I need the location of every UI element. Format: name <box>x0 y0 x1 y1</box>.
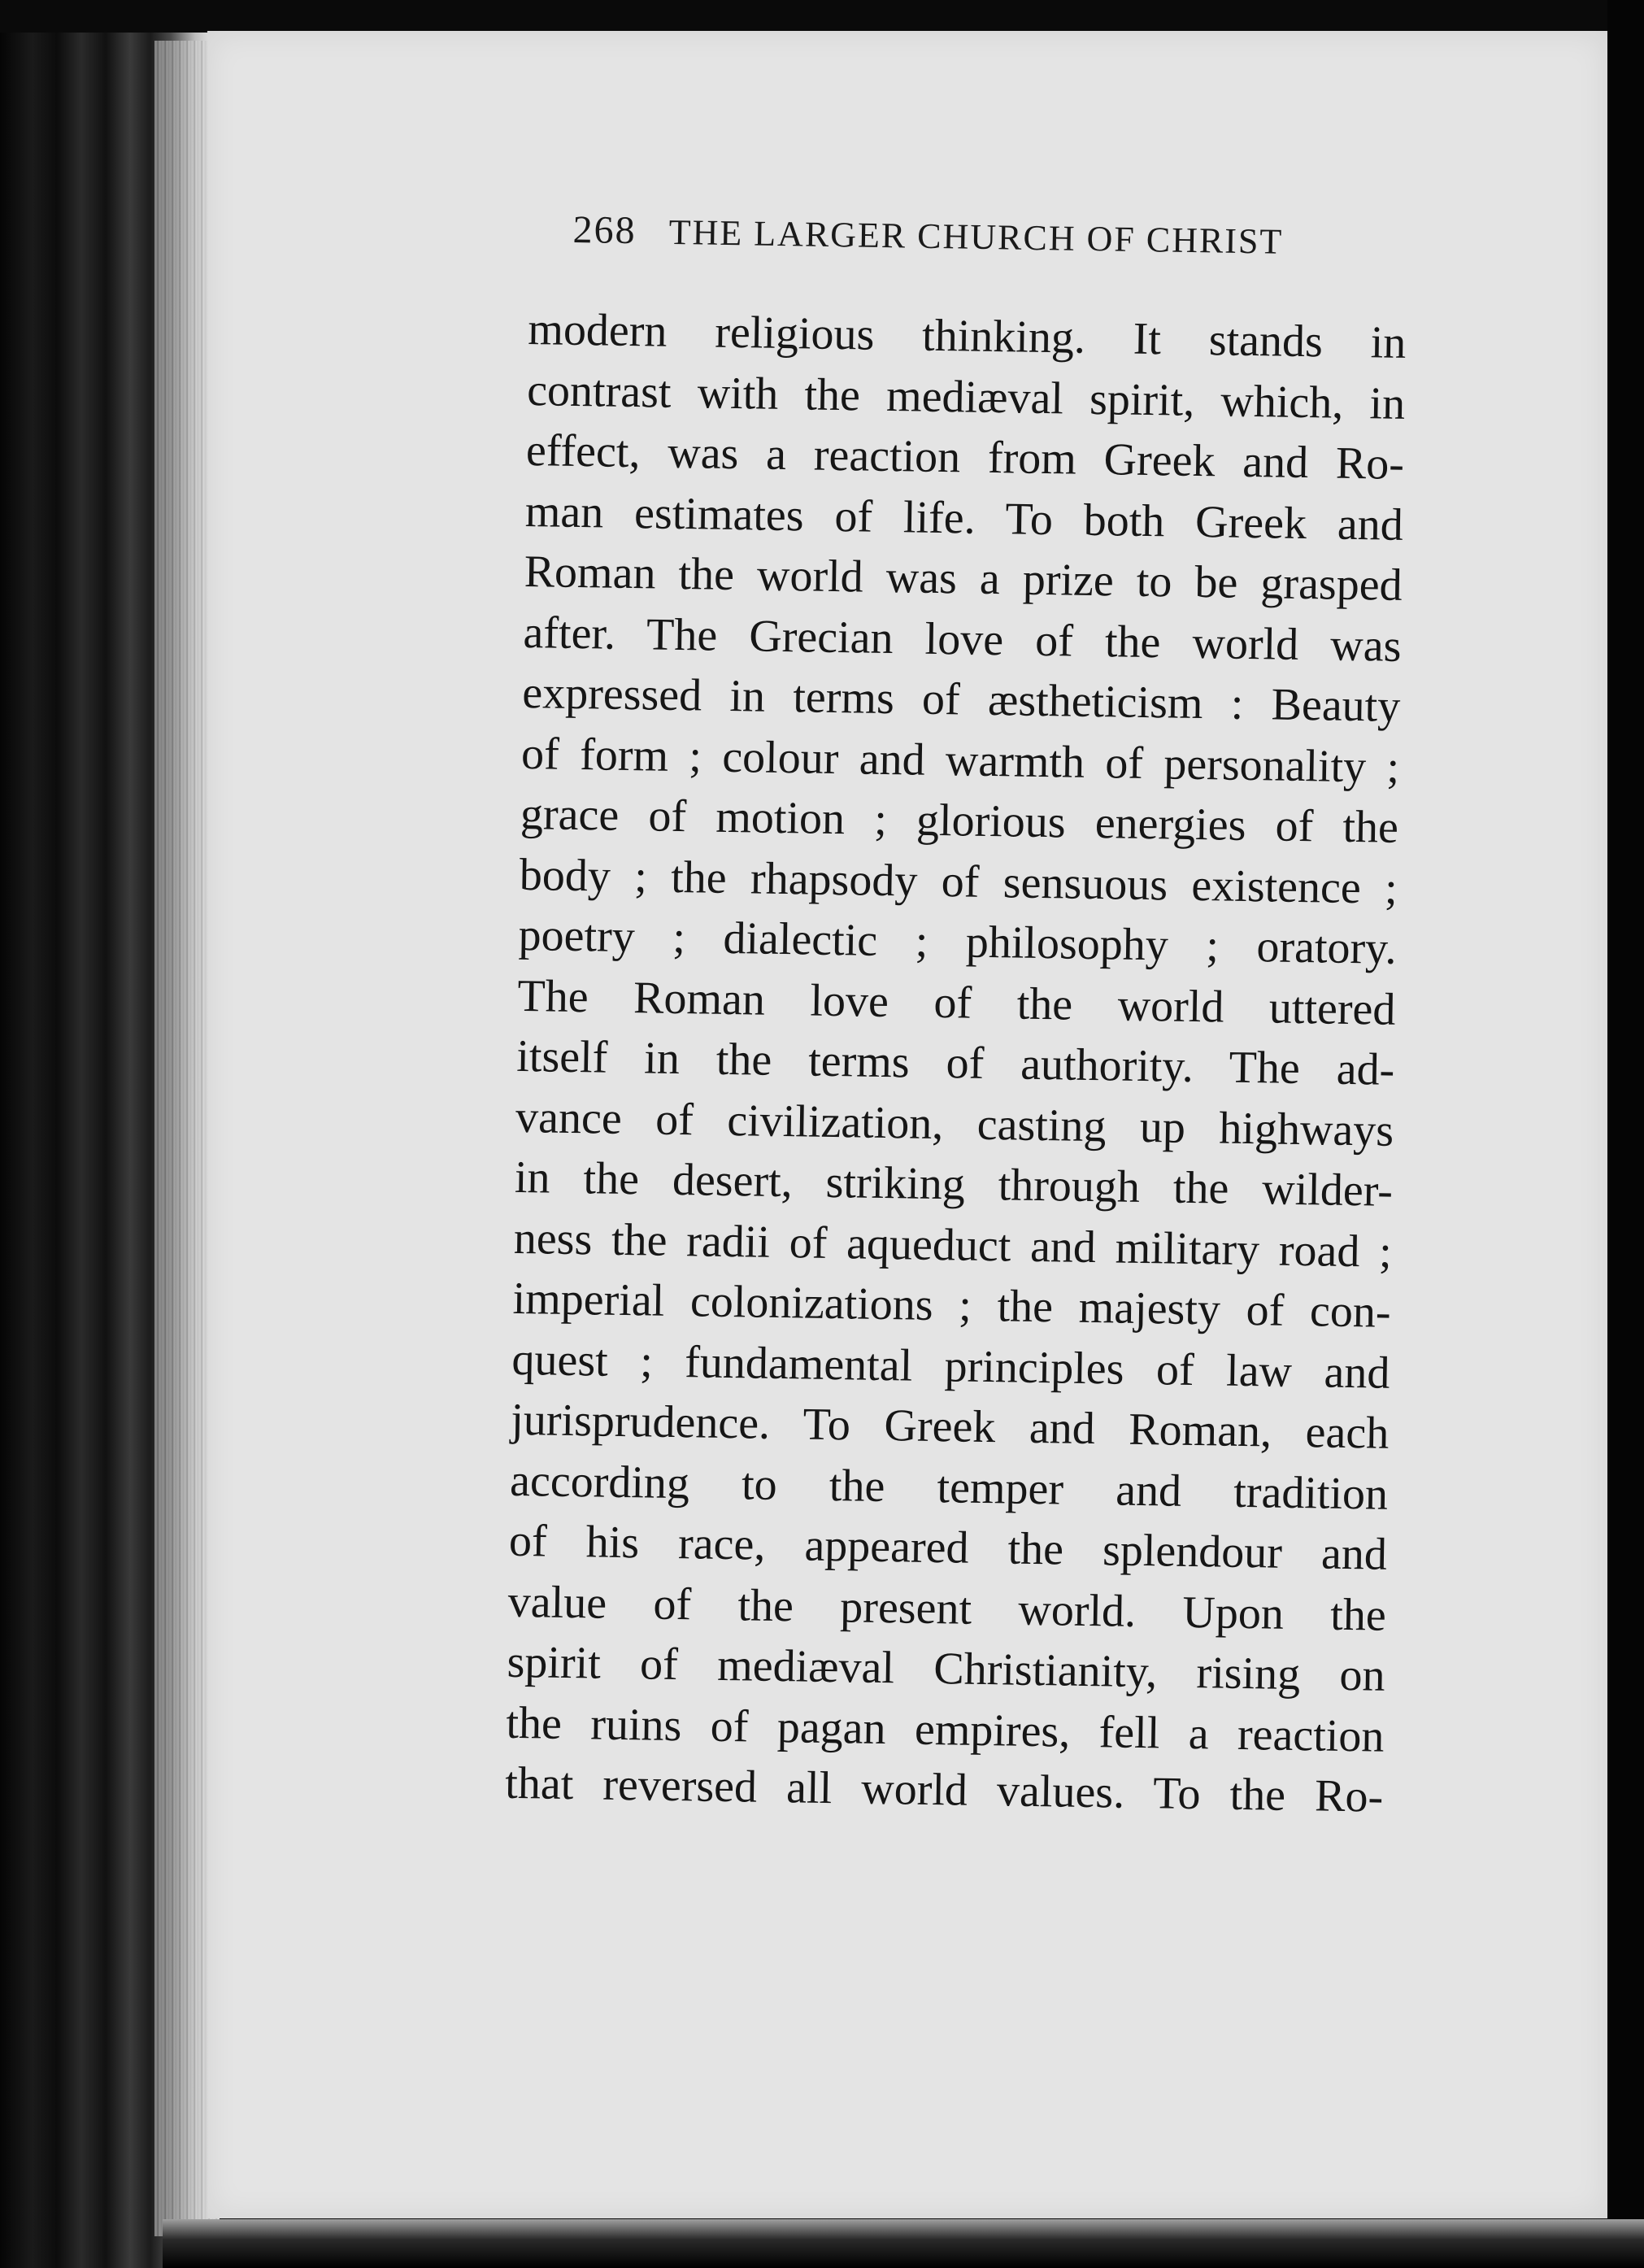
text-line: The Roman love of the world uttered <box>517 970 1396 1035</box>
running-title: THE LARGER CHURCH OF CHRIST <box>668 211 1284 262</box>
body-text <box>505 299 1407 1827</box>
text-line: after. The Grecian love of the world was <box>523 607 1402 672</box>
text-line: of his race, appeared the splendour and <box>508 1515 1388 1580</box>
text-line: Roman the world was a prize to be grasped <box>524 546 1403 611</box>
text-line: according to the temper and tradition <box>509 1455 1389 1520</box>
text-line: imperial colonizations ; the majesty of con- <box>512 1273 1392 1338</box>
text-line: contrast with the mediæval spirit, which, in <box>526 364 1406 429</box>
text-line: in the desert, striking through the wilder- <box>514 1151 1394 1217</box>
text-line: poetry ; dialectic ; philosophy ; oratory. <box>518 909 1398 974</box>
text-line: jurisprudence. To Greek and Roman, each <box>510 1394 1390 1459</box>
text-line: body ; the rhapsody of sensuous existence ; <box>519 849 1398 914</box>
text-line: of form ; colour and warmth of personality ; <box>520 728 1400 793</box>
text-line: expressed in terms of æstheticism : Beauty <box>521 667 1401 732</box>
text-line: spirit of mediæval Christianity, rising on <box>507 1636 1386 1701</box>
text-line: value of the present world. Upon the <box>507 1576 1387 1641</box>
text-line: effect, was a reaction from Greek and Ro- <box>525 424 1405 490</box>
text-line: ness the radii of aqueduct and military road ; <box>513 1212 1393 1278</box>
text-line: vance of civilization, casting up highways <box>515 1091 1394 1156</box>
text-line: itself in the terms of authority. The ad- <box>515 1030 1395 1095</box>
text-line: modern religious thinking. It stands in <box>527 303 1407 368</box>
text-line: the ruins of pagan empires, fell a reaction <box>506 1697 1385 1762</box>
page-number: 268 <box>572 207 637 253</box>
text-line: man estimates of life. To both Greek and <box>524 485 1404 551</box>
scan-border-bottom <box>163 2219 1644 2268</box>
scan-border-right <box>1607 0 1644 2268</box>
text-line: quest ; fundamental principles of law and <box>511 1334 1390 1399</box>
text-line: that reversed all world values. To the Ro- <box>504 1757 1384 1822</box>
text-line: grace of motion ; glorious energies of the <box>520 788 1399 853</box>
